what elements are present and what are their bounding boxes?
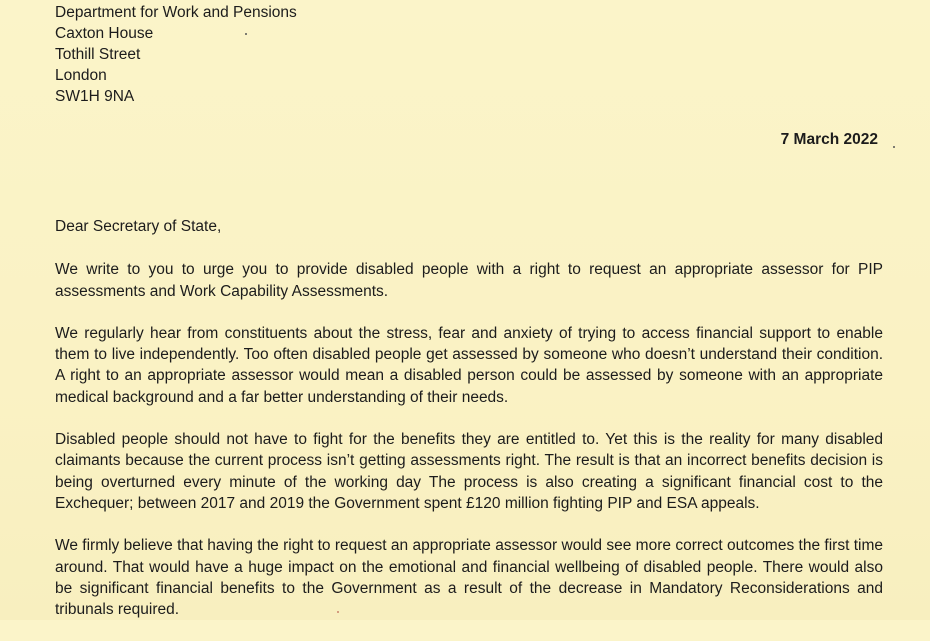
- paper-speck: [893, 146, 895, 148]
- letter-body: [55, 216, 883, 641]
- paragraph-request: We write to you to urge you to provide disabled people with a right to request an appropriate assessor for PIP assessments and Work Capability Assessments.: [55, 261, 883, 300]
- paper-speck: [337, 611, 339, 613]
- paper-speck: [245, 33, 247, 35]
- paragraph-appeals-cost: Disabled people should not have to fight for the benefits they are entitled to. Yet this is the reality for many disabled claimants because the current process isn’t getting assessments right. The result is that an incorrect benefits decision is being overturned every minute of the working day The process is also creating a significant financial cost to the Exchequer; between 2017 and 2019 the Government spent £120 million fighting PIP and ESA appeals.: [55, 431, 883, 512]
- recipient-address: [55, 2, 297, 107]
- paragraph-constituents: We regularly hear from constituents about the stress, fear and anxiety of trying to access financial support to enable them to live independently. Too often disabled people get assessed by someone who doesn’t understand their condition. A right to an appropriate assessor would mean a disabled person could be assessed by someone with an appropriate medical background and a far better understanding of their needs.: [55, 324, 883, 406]
- paragraph-benefits: We firmly believe that having the right to request an appropriate assessor would see more correct outcomes the first time around. That would have a huge impact on the emotional and financial wellbeing of disabled people. There would also be significant financial benefits to the Government as a result of the decrease in Mandatory Reconsiderations and tribunals required.: [55, 537, 883, 619]
- address-line-postcode: SW1H 9NA: [55, 88, 135, 105]
- address-line-street: Tothill Street: [55, 46, 141, 63]
- letter-date: 7 March 2022: [780, 131, 878, 148]
- address-line-building: Caxton House: [55, 25, 154, 42]
- letter-greeting: Dear Secretary of State,: [55, 218, 222, 235]
- address-line-organisation: Department for Work and Pensions: [55, 4, 297, 21]
- address-line-city: London: [55, 67, 107, 84]
